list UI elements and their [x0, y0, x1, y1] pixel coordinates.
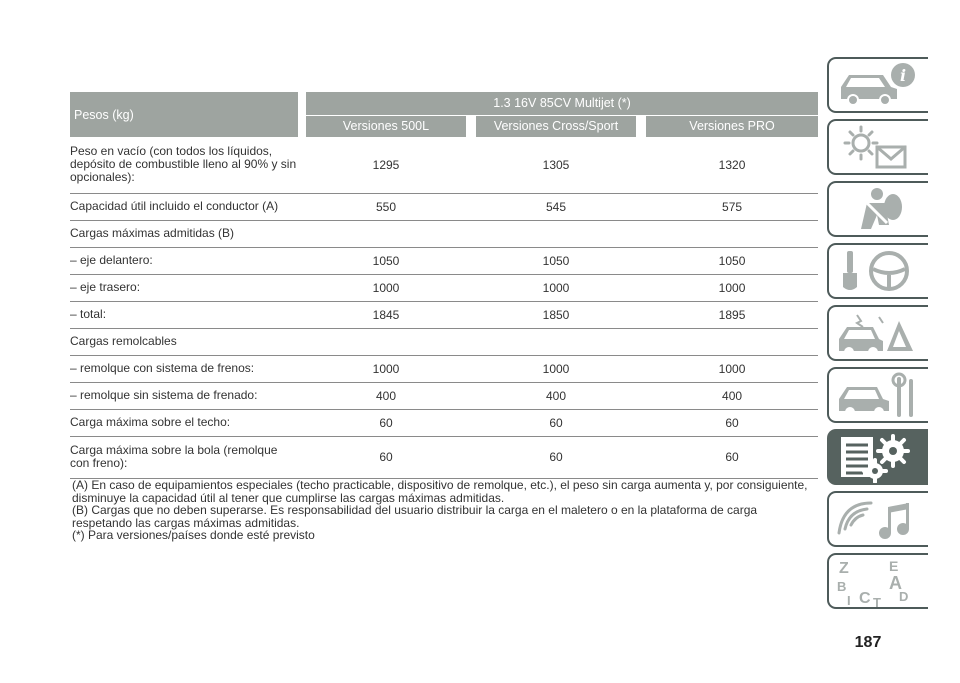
engine-header: 1.3 16V 85CV Multijet (*)	[306, 92, 818, 115]
row-value: 1845	[306, 301, 466, 328]
row-value: 1895	[646, 301, 818, 328]
table-row	[70, 193, 818, 220]
row-value: 400	[306, 382, 466, 409]
row-label: Carga máxima sobre el techo:	[70, 409, 298, 436]
row-label: – remolque con sistema de frenos:	[70, 355, 298, 382]
multimedia-icon	[833, 495, 925, 545]
sidebar-tab-warning-lights[interactable]	[827, 119, 928, 175]
version-header-cross-sport: Versiones Cross/Sport	[476, 115, 636, 137]
row-value: 1850	[476, 301, 636, 328]
row-value: 60	[476, 436, 636, 478]
row-value	[306, 220, 466, 247]
technical-data-icon	[833, 433, 925, 483]
weights-header: Pesos (kg)	[70, 92, 298, 137]
alphabetical-index-icon	[833, 557, 925, 607]
table-row	[70, 382, 818, 409]
row-label: Cargas máximas admitidas (B)	[70, 220, 298, 247]
row-label: Capacidad útil incluido el conductor (A)	[70, 193, 298, 220]
table-row	[70, 137, 818, 193]
row-value	[646, 328, 818, 355]
warning-lights-icon	[833, 123, 925, 173]
row-value: 1000	[646, 274, 818, 301]
sidebar-tab-multimedia[interactable]	[827, 491, 928, 547]
row-value: 545	[476, 193, 636, 220]
row-value: 1000	[306, 355, 466, 382]
table-row	[70, 301, 818, 328]
index-letter: E	[889, 558, 899, 574]
row-label: Cargas remolcables	[70, 328, 298, 355]
footnote-a: (A) En caso de equipamientos especiales (techo practicable, dispositivo de remolque, etc.), el peso sin carga aumenta y, por consiguiente, disminuye la capacidad útil al tener que cumplirse las cargas máximas admitidas.	[72, 478, 808, 505]
sidebar-tab-car-info[interactable]	[827, 57, 928, 113]
index-letter: C	[859, 590, 871, 607]
table-row	[70, 436, 818, 478]
row-value: 60	[646, 409, 818, 436]
row-value	[476, 220, 636, 247]
page-number: 187	[854, 634, 882, 651]
index-letter: D	[899, 589, 909, 604]
row-value: 1295	[306, 137, 466, 193]
row-value: 60	[476, 409, 636, 436]
sidebar-tab-starting-driving[interactable]	[827, 243, 928, 299]
row-label: – eje delantero:	[70, 247, 298, 274]
table-row	[70, 355, 818, 382]
car-maintenance-icon	[833, 371, 925, 421]
sidebar-tab-emergency[interactable]	[827, 305, 928, 361]
sidebar-tab-maintenance[interactable]	[827, 367, 928, 423]
version-header-pro: Versiones PRO	[646, 115, 818, 137]
row-value: 550	[306, 193, 466, 220]
row-value: 1050	[306, 247, 466, 274]
index-letter: B	[837, 579, 847, 594]
footnote-b: (B) Cargas que no deben superarse. Es responsabilidad del usuario distribuir la carga en el maletero o en la plataforma de carga respetando las cargas máximas admitidas.	[72, 503, 758, 530]
row-value	[476, 328, 636, 355]
index-letter: T	[873, 595, 881, 607]
seatbelt-airbag-icon	[833, 185, 925, 235]
row-label: – total:	[70, 301, 298, 328]
row-value: 1000	[476, 355, 636, 382]
row-value: 1320	[646, 137, 818, 193]
row-value: 1000	[646, 355, 818, 382]
row-label: – remolque sin sistema de frenado:	[70, 382, 298, 409]
car-breakdown-icon	[833, 309, 925, 359]
index-letter: Z	[839, 560, 849, 577]
table-row	[70, 328, 818, 355]
row-value: 1050	[646, 247, 818, 274]
row-value: 1050	[476, 247, 636, 274]
sidebar-tab-safety[interactable]	[827, 181, 928, 237]
row-value: 575	[646, 193, 818, 220]
table-row	[70, 247, 818, 274]
row-value: 1000	[476, 274, 636, 301]
chapter-sidebar	[827, 57, 928, 615]
table-row	[70, 409, 818, 436]
table-row	[70, 274, 818, 301]
row-value: 1000	[306, 274, 466, 301]
index-letter: A	[889, 573, 902, 593]
row-value	[646, 220, 818, 247]
row-value	[306, 328, 466, 355]
sidebar-tab-technical-data[interactable]	[827, 429, 928, 485]
row-value: 400	[476, 382, 636, 409]
row-value: 1305	[476, 137, 636, 193]
table-row	[70, 220, 818, 247]
key-steering-wheel-icon	[833, 247, 925, 297]
row-label: Peso en vacío (con todos los líquidos, depósito de combustible lleno al 90% y sin opcionales):	[70, 137, 298, 193]
row-value: 60	[306, 409, 466, 436]
version-header-500l: Versiones 500L	[306, 115, 466, 137]
sidebar-tab-index[interactable]	[827, 553, 928, 609]
footnote-asterisk: (*) Para versiones/países donde esté previsto	[72, 528, 315, 542]
row-value: 60	[646, 436, 818, 478]
svg-text:i: i	[899, 66, 907, 85]
row-value: 400	[646, 382, 818, 409]
row-label: Carga máxima sobre la bola (remolque con freno):	[70, 436, 298, 478]
car-info-icon	[833, 61, 925, 111]
index-letter: I	[847, 593, 851, 607]
footnotes	[72, 479, 818, 542]
row-value: 60	[306, 436, 466, 478]
weights-table	[70, 92, 818, 479]
row-label: – eje trasero:	[70, 274, 298, 301]
